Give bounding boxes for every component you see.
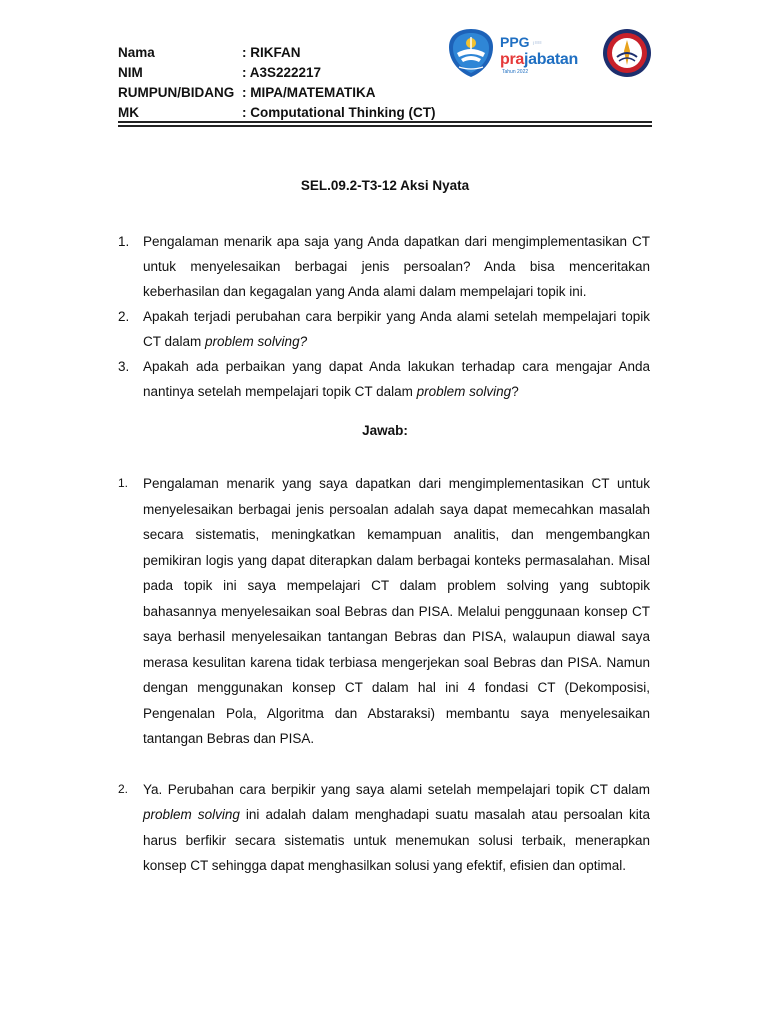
ppg-prajabatan-logo: PPG | ≡≡≡ prajabatan Tahun 2022 bbox=[500, 34, 590, 78]
identity-row-nama bbox=[118, 43, 435, 63]
identity-row-rumpun bbox=[118, 83, 435, 103]
item-number: 2. bbox=[118, 781, 129, 796]
identity-row-mk bbox=[118, 103, 435, 123]
item-text: Pengalaman menarik yang saya dapatkan dari mengimplementasikan CT untuk menyelesaikan berbagai jenis persoalan adalah saya dapat memecahkan masalah secara sistematis, meningkatkan kemampuan analitis, dan mengembangkan pemikiran logis yang dapat diterapkan dalam berbagai konteks permasalahan. Misal pada topik ini saya mempelajari CT dalam problem solving yang subtopik bahasannya menyelesaikan soal Bebras dan PISA. Melalui penggunaan konsep CT saya berhasil menyelesaikan tantangan Bebras dan PISA, walaupun diawal saya merasa kesulitan karena tidak terbiasa mengerjekan soal Bebras dan PISA. Namun dengan menggunakan konsep CT dalam hal ini 4 fondasi CT (Dekomposisi, Pengenalan Pola, Algoritma dan Abstaraksi) membantu saya menyelesaikan tantangan Bebras dan PISA. bbox=[143, 476, 650, 746]
header-divider bbox=[118, 125, 652, 127]
identity-value: : Computational Thinking (CT) bbox=[242, 105, 436, 120]
identity-label: NIM bbox=[118, 65, 143, 80]
question-list bbox=[118, 229, 650, 404]
question-item bbox=[118, 354, 650, 404]
identity-value: : RIKFAN bbox=[242, 45, 301, 60]
kemdikbud-logo-icon bbox=[447, 27, 495, 79]
identity-value: : A3S222217 bbox=[242, 65, 322, 80]
university-seal-icon bbox=[602, 27, 652, 79]
answer-list bbox=[118, 471, 650, 879]
ppg-logo-text: pra bbox=[500, 51, 524, 69]
header-divider bbox=[118, 121, 652, 123]
identity-label: Nama bbox=[118, 45, 155, 60]
ppg-logo-text: PPG bbox=[500, 34, 530, 50]
item-text: Pengalaman menarik apa saja yang Anda dapatkan dari mengimplementasikan CT untuk menyelesaikan berbagai jenis persoalan? Anda bisa menceritakan keberhasilan dan kegagalan yang Anda alami dalam mempelajari topik ini. bbox=[143, 234, 650, 299]
item-number: 3. bbox=[118, 359, 130, 374]
identity-value: : MIPA/MATEMATIKA bbox=[242, 85, 376, 100]
item-number: 1. bbox=[118, 476, 129, 490]
answer-heading: Jawab: bbox=[362, 423, 408, 438]
answer-item bbox=[118, 777, 650, 879]
item-text: Apakah terjadi perubahan cara berpikir yang Anda alami setelah mempelajari topik CT dalam problem solving? bbox=[143, 309, 650, 349]
document-title: SEL.09.2-T3-12 Aksi Nyata bbox=[300, 178, 470, 193]
ppg-logo-year: Tahun 2022 bbox=[502, 69, 529, 76]
identity-label: MK bbox=[118, 105, 139, 120]
identity-row-nim bbox=[118, 63, 435, 83]
question-item bbox=[118, 229, 650, 304]
ppg-logo-text: jabatan bbox=[524, 51, 578, 69]
question-item bbox=[118, 304, 650, 354]
item-text: Ya. Perubahan cara berpikir yang saya alami setelah mempelajari topik CT dalam problem solving ini adalah dalam menghadapi suatu masalah atau persoalan kita harus berfikir secara sistematis untuk menemukan solusi terbaik, menerapkan konsep CT sehingga dapat menghasilkan solusi yang efektif, efisien dan optimal. bbox=[143, 781, 650, 873]
item-text: Apakah ada perbaikan yang dapat Anda lakukan terhadap cara mengajar Anda nantinya setelah mempelajari topik CT dalam problem solving? bbox=[143, 359, 650, 399]
identity-label: RUMPUN/BIDANG bbox=[118, 85, 235, 100]
item-number: 1. bbox=[118, 234, 130, 249]
answer-item bbox=[118, 471, 650, 752]
item-number: 2. bbox=[118, 309, 130, 324]
identity-block bbox=[118, 43, 435, 123]
